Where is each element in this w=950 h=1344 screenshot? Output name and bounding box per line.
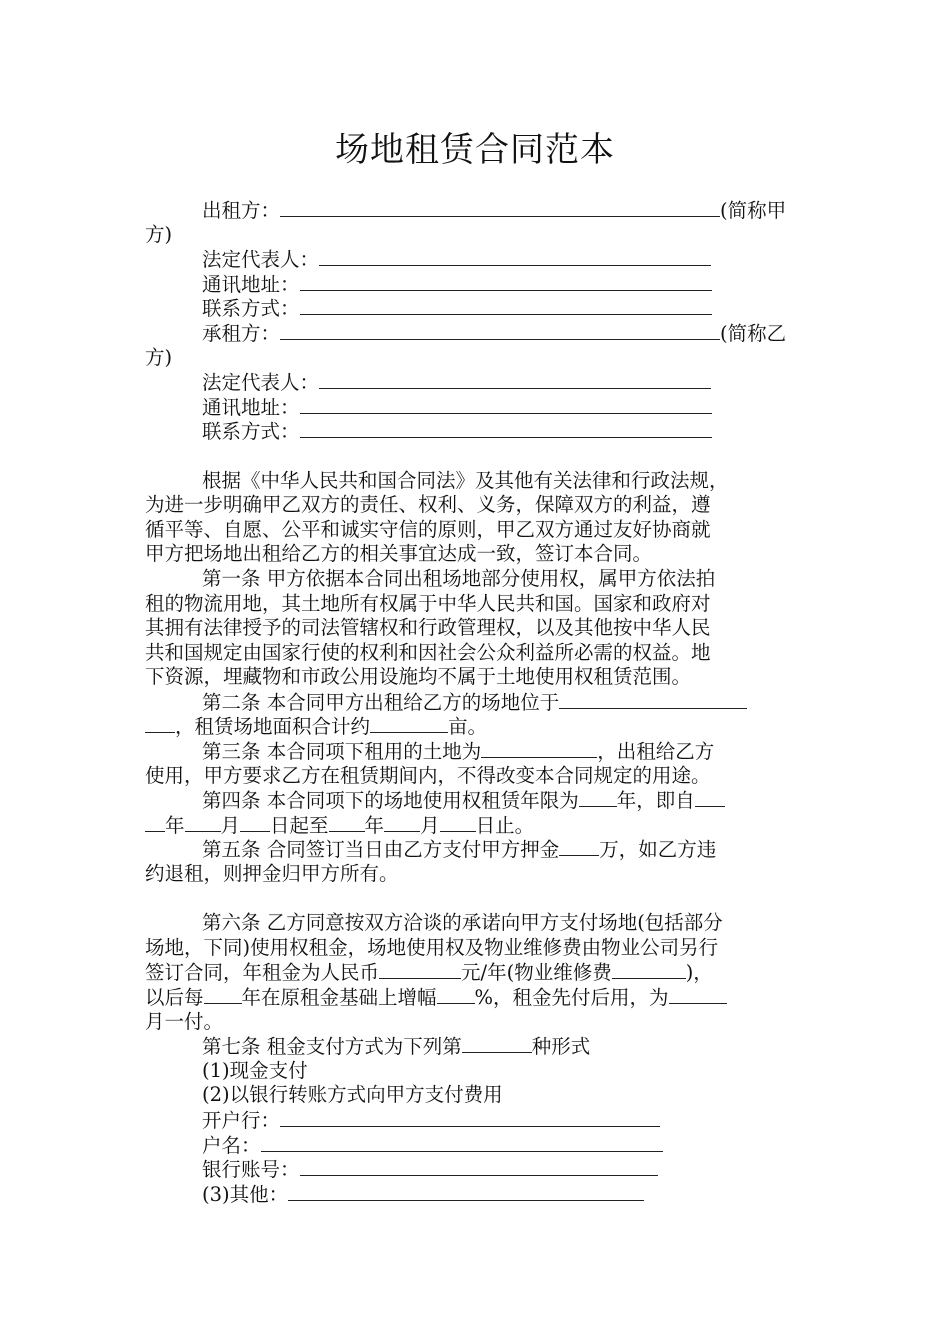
land-use-blank[interactable] bbox=[481, 739, 597, 758]
lessor-suffix: (简称甲 bbox=[720, 199, 787, 222]
account-name-line bbox=[145, 1133, 807, 1158]
start-month-blank[interactable] bbox=[185, 813, 221, 832]
lessor-contact-blank[interactable] bbox=[300, 296, 712, 315]
lessee-address-line bbox=[145, 395, 807, 420]
account-number-line bbox=[145, 1157, 807, 1182]
end-year-blank[interactable] bbox=[329, 813, 365, 832]
option-cash: (1)现金支付 bbox=[202, 1058, 308, 1082]
end-label: 日止。 bbox=[475, 813, 535, 837]
contact-label: 联系方式： bbox=[202, 420, 300, 444]
every-text: 以后每 bbox=[145, 986, 204, 1009]
site-area-blank[interactable] bbox=[370, 714, 448, 733]
article5-text-b: 万，如乙方违 bbox=[599, 838, 717, 862]
bank-blank[interactable] bbox=[280, 1108, 660, 1127]
article4-text: 第四条 本合同项下的场地使用权租赁年限为 bbox=[202, 789, 579, 813]
lessee-address-blank[interactable] bbox=[300, 395, 712, 414]
lessor-label: 出租方： bbox=[202, 199, 281, 222]
maintenance-fee-text: 元/年(物业维修费 bbox=[461, 961, 612, 985]
article4-line-1 bbox=[145, 788, 807, 813]
account-name-blank[interactable] bbox=[261, 1133, 663, 1152]
account-name-label: 户名： bbox=[202, 1133, 261, 1157]
payment-months-blank[interactable] bbox=[669, 985, 727, 1004]
maintenance-fee-blank[interactable] bbox=[612, 960, 686, 979]
start-day-blank[interactable] bbox=[240, 813, 270, 832]
deposit-blank[interactable] bbox=[559, 837, 599, 856]
start-year-blank-cont[interactable] bbox=[145, 813, 165, 832]
article4-line-2 bbox=[145, 813, 807, 838]
preamble-line-1: 根据《中华人民共和国合同法》及其他有关法律和行政法规， bbox=[202, 468, 729, 492]
lessee-line bbox=[145, 321, 807, 346]
lessor-contact-line bbox=[145, 296, 807, 321]
annual-rent-text: 签订合同，年租金为人民币 bbox=[145, 961, 380, 985]
article3-line-2: 使用，甲方要求乙方在租赁期间内，不得改变本合同规定的用途。 bbox=[145, 763, 711, 787]
bank-label: 开户行： bbox=[202, 1108, 281, 1132]
lessee-suffix-cont: 方) bbox=[145, 345, 173, 369]
lessor-suffix-cont: 方) bbox=[145, 222, 173, 246]
article3-line-1 bbox=[145, 739, 807, 764]
end-day-blank[interactable] bbox=[440, 813, 476, 832]
document-title: 场地租赁合同范本 bbox=[335, 130, 615, 170]
increase-years-blank[interactable] bbox=[204, 985, 242, 1004]
year-label: 年 bbox=[165, 813, 185, 837]
legal-rep-label: 法定代表人： bbox=[202, 371, 320, 395]
payment-method-blank[interactable] bbox=[462, 1034, 532, 1053]
article6-line-2: 场地，下同)使用权租金，场地使用权及物业维修费由物业公司另行 bbox=[145, 935, 719, 959]
account-number-blank[interactable] bbox=[300, 1157, 658, 1176]
option-bank-transfer: (2)以银行转账方式向甲方支付费用 bbox=[202, 1083, 503, 1107]
lessee-contact-blank[interactable] bbox=[300, 419, 712, 438]
lessee-legal-rep-line bbox=[145, 370, 807, 395]
lessor-line bbox=[145, 198, 807, 223]
article7-text: 第七条 租金支付方式为下列第 bbox=[202, 1035, 462, 1059]
lessor-address-line bbox=[145, 272, 807, 297]
article2-line-2 bbox=[145, 714, 807, 739]
payment-text: %，租金先付后用，为 bbox=[474, 986, 669, 1009]
lessee-legal-rep-blank[interactable] bbox=[319, 370, 711, 389]
article2-unit: 亩。 bbox=[448, 715, 488, 739]
legal-rep-label: 法定代表人： bbox=[202, 248, 320, 272]
month-label: 月 bbox=[220, 813, 241, 837]
article6-line-1: 第六条 乙方同意按双方洽谈的承诺向甲方支付场地(包括部分 bbox=[202, 911, 723, 935]
site-location-blank-cont[interactable] bbox=[145, 714, 175, 733]
address-label: 通讯地址： bbox=[202, 272, 300, 296]
end-month-blank[interactable] bbox=[384, 813, 420, 832]
month-label: 月 bbox=[420, 813, 440, 837]
year-label: 年 bbox=[364, 813, 385, 837]
article3-text-b: ，出租给乙方 bbox=[597, 740, 715, 764]
paren-close: )， bbox=[685, 961, 713, 985]
article5-line-2: 约退租，则押金归甲方所有。 bbox=[145, 862, 399, 886]
lessor-legal-rep-line bbox=[145, 247, 807, 272]
article4-text-b: 年，即自 bbox=[616, 789, 695, 813]
contract-body bbox=[145, 198, 807, 1206]
spacer bbox=[145, 887, 807, 912]
lessee-label: 承租方： bbox=[202, 321, 281, 345]
article1-line-5: 下资源，埋藏物和市政公用设施均不属于土地使用权租赁范围。 bbox=[145, 665, 692, 689]
article2-area-text: ，租赁场地面积合计约 bbox=[175, 715, 371, 739]
article5-line-1 bbox=[145, 837, 807, 862]
lessor-address-blank[interactable] bbox=[300, 272, 712, 291]
lessee-contact-line bbox=[145, 419, 807, 444]
lessor-legal-rep-blank[interactable] bbox=[319, 247, 711, 266]
article5-text: 第五条 合同签订当日由乙方支付甲方押金 bbox=[202, 838, 560, 862]
article7-line-1 bbox=[145, 1034, 807, 1059]
lessee-suffix: (简称乙 bbox=[720, 321, 787, 345]
account-number-label: 银行账号： bbox=[202, 1158, 300, 1182]
spacer bbox=[145, 444, 807, 469]
article6-line-3 bbox=[145, 960, 807, 985]
other-line bbox=[145, 1182, 807, 1207]
article1-line-4: 共和国规定由国家行使的权利和因社会公众利益所必需的权益。地 bbox=[145, 640, 711, 664]
bank-line bbox=[145, 1108, 807, 1133]
increase-percent-blank[interactable] bbox=[437, 985, 475, 1004]
until-label: 日起至 bbox=[270, 813, 329, 837]
preamble-line-3: 循平等、自愿、公平和诚实守信的原则，甲乙双方通过友好协商就 bbox=[145, 517, 711, 541]
preamble-line-4: 甲方把场地出租给乙方的相关事宜达成一致，签订本合同。 bbox=[145, 542, 653, 566]
article6-line-5: 月一付。 bbox=[145, 1009, 224, 1033]
article3-text: 第三条 本合同项下租用的土地为 bbox=[202, 740, 482, 764]
article7-text-b: 种形式 bbox=[531, 1035, 591, 1059]
contact-label: 联系方式： bbox=[202, 297, 300, 321]
increase-text: 年在原租金基础上增幅 bbox=[241, 986, 437, 1009]
site-location-blank[interactable] bbox=[559, 690, 747, 709]
lease-years-blank[interactable] bbox=[579, 788, 617, 807]
address-label: 通讯地址： bbox=[202, 395, 300, 419]
lessee-blank[interactable] bbox=[280, 321, 720, 340]
article6-line-4 bbox=[145, 985, 807, 1010]
annual-rent-blank[interactable] bbox=[379, 960, 461, 979]
article1-line-2: 租的物流用地，其土地所有权属于中华人民共和国。国家和政府对 bbox=[145, 591, 711, 615]
article1-line-1: 第一条 甲方依据本合同出租场地部分使用权，属甲方依法拍 bbox=[202, 566, 716, 590]
other-label: (3)其他： bbox=[202, 1182, 289, 1206]
start-year-blank[interactable] bbox=[695, 788, 725, 807]
article2-line-1 bbox=[145, 690, 807, 715]
other-blank[interactable] bbox=[288, 1182, 644, 1201]
article2-text: 第二条 本合同甲方出租给乙方的场地位于 bbox=[202, 690, 560, 714]
article1-line-3: 其拥有法律授予的司法管辖权和行政管理权，以及其他按中华人民 bbox=[145, 616, 711, 640]
lessor-blank[interactable] bbox=[280, 198, 720, 217]
preamble-line-2: 为进一步明确甲乙双方的责任、权利、义务，保障双方的利益，遵 bbox=[145, 493, 711, 517]
